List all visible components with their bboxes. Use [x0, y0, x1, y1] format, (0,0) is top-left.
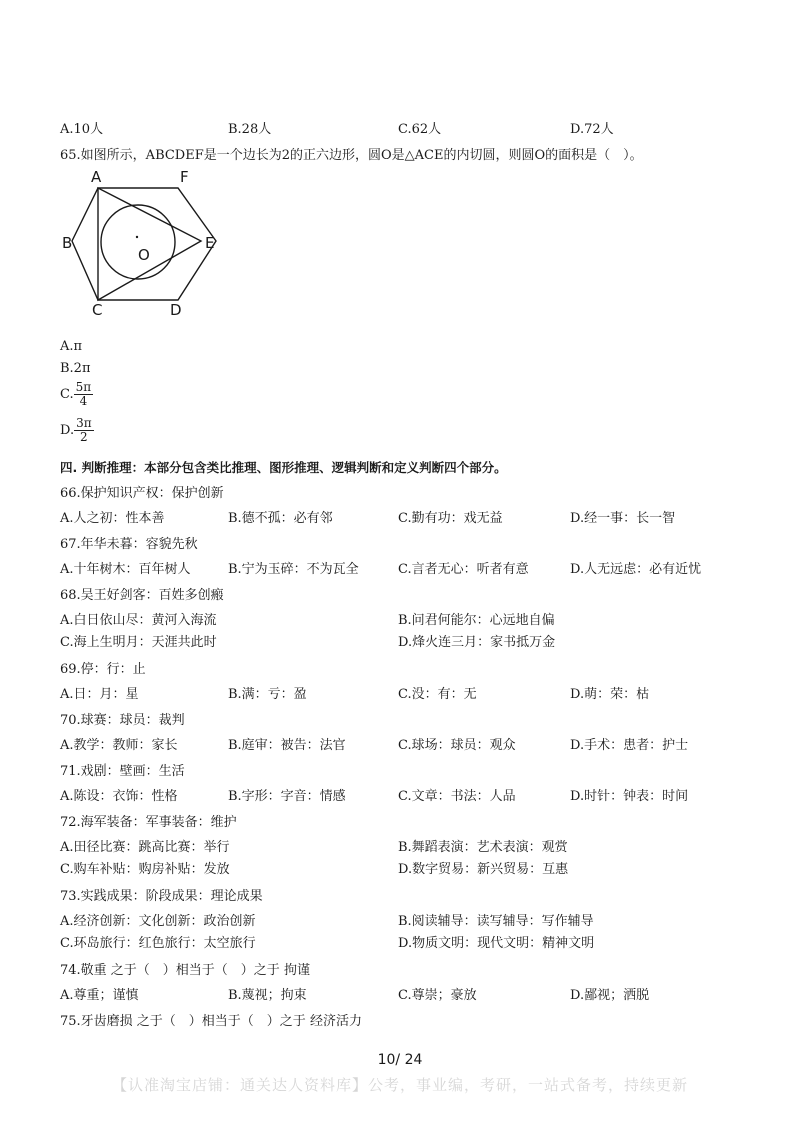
- question-stem: 67.年华未暮：容貌先秋: [60, 537, 198, 552]
- question-options: [0, 859, 800, 881]
- question-options: [0, 632, 800, 654]
- option-d: D.数字贸易：新兴贸易：互惠: [398, 862, 569, 877]
- question-stem: 74.敬重 之于（ ）相当于（ ）之于 拘谨: [60, 963, 310, 978]
- q65-option-a: A.π: [60, 339, 83, 354]
- q64-options: [0, 119, 800, 141]
- option-a: A.教学：教师：家长: [60, 738, 178, 753]
- option-a: A.经济创新：文化创新：政治创新: [60, 914, 256, 929]
- q64-option-d: D.72人: [570, 122, 614, 137]
- option-d: D.人无远虑：必有近忧: [570, 562, 702, 577]
- option-b: B.阅读辅导：读写辅导：写作辅导: [398, 914, 594, 929]
- option-d: D.鄙视；洒脱: [570, 988, 650, 1003]
- option-b: B.宁为玉碎：不为瓦全: [228, 562, 359, 577]
- option-d: D.手术：患者：护士: [570, 738, 689, 753]
- triangle-ace: [98, 188, 201, 300]
- question-options: [0, 933, 800, 955]
- question-options: [0, 735, 800, 757]
- section-4-title: 四. 判断推理：本部分包含类比推理、图形推理、逻辑判断和定义判断四个部分。: [60, 460, 507, 475]
- option-c: C.勤有功：戏无益: [398, 511, 503, 526]
- question-options: [0, 508, 800, 530]
- question-row: [0, 1011, 800, 1033]
- option-c: C.海上生明月：天涯共此时: [60, 635, 217, 650]
- option-d: D.时针：钟表：时间: [570, 789, 689, 804]
- q65-option-c-numerator: 5π: [75, 380, 92, 394]
- question-options: [0, 559, 800, 581]
- label-b: B: [62, 234, 73, 252]
- q65-option-d-denominator: 2: [80, 430, 88, 444]
- option-d: D.经一事：长一智: [570, 511, 676, 526]
- option-c: C.环岛旅行：红色旅行：太空旅行: [60, 936, 256, 951]
- option-d: D.物质文明：现代文明：精神文明: [398, 936, 595, 951]
- question-row: [0, 659, 800, 681]
- option-b: B.满：亏：盈: [228, 687, 307, 702]
- q65-stem-row: [0, 145, 800, 167]
- q65-option-d: [60, 417, 94, 444]
- question-row: [0, 710, 800, 732]
- watermark: 【认准淘宝店铺：通关达人资料库】公考，事业编，考研，一站式备考，持续更新: [111, 1076, 688, 1094]
- q65-option-d-prefix: D.: [60, 423, 75, 438]
- question-options: [0, 684, 800, 706]
- option-b: B.庭审：被告：法官: [228, 738, 346, 753]
- option-c: C.言者无心：听者有意: [398, 562, 529, 577]
- option-a: A.田径比赛：跳高比赛：举行: [60, 840, 230, 855]
- option-a: A.白日依山尽：黄河入海流: [60, 613, 217, 628]
- question-stem: 73.实践成果：阶段成果：理论成果: [60, 889, 263, 904]
- hexagon-figure: [60, 170, 230, 320]
- question-stem: 66.保护知识产权：保护创新: [60, 486, 224, 501]
- question-stem: 69.停：行：止: [60, 662, 146, 677]
- q64-option-a: A.10人: [60, 122, 104, 137]
- option-c: C.购车补贴：购房补贴：发放: [60, 862, 230, 877]
- option-c: C.尊崇；豪放: [398, 988, 477, 1003]
- option-c: C.没：有：无: [398, 687, 477, 702]
- question-stem: 70.球赛：球员：裁判: [60, 713, 185, 728]
- question-options: [0, 837, 800, 859]
- option-b: B.蔑视；拘束: [228, 988, 307, 1003]
- question-row: [0, 483, 800, 505]
- q65-option-c: [60, 381, 93, 408]
- option-a: A.陈设：衣饰：性格: [60, 789, 178, 804]
- q65-option-c-fraction: [74, 381, 94, 408]
- option-b: B.字形：字音：情感: [228, 789, 346, 804]
- question-row: [0, 534, 800, 556]
- q65-option-b: B.2π: [60, 361, 91, 376]
- question-options: [0, 786, 800, 808]
- incircle-o: [101, 205, 175, 279]
- question-row: [0, 960, 800, 982]
- option-d: D.萌：荣：枯: [570, 687, 650, 702]
- option-b: B.德不孤：必有邻: [228, 511, 333, 526]
- question-row: [0, 585, 800, 607]
- option-b: B.舞蹈表演：艺术表演：观赏: [398, 840, 568, 855]
- question-options: [0, 610, 800, 632]
- question-options: [0, 985, 800, 1007]
- question-stem: 75.牙齿磨损 之于（ ）相当于（ ）之于 经济活力: [60, 1014, 362, 1029]
- option-b: B.问君何能尔：心远地自偏: [398, 613, 555, 628]
- label-c: C: [92, 301, 103, 319]
- question-stem: 71.戏剧：壁画：生活: [60, 764, 185, 779]
- q64-option-b: B.28人: [228, 122, 272, 137]
- q65-option-d-fraction: [74, 417, 94, 444]
- q65-option-c-prefix: C.: [60, 387, 74, 402]
- label-f: F: [180, 170, 189, 186]
- label-e: E: [205, 234, 215, 252]
- option-c: C.球场：球员：观众: [398, 738, 516, 753]
- q64-option-c: C.62人: [398, 122, 442, 137]
- q65-option-d-numerator: 3π: [76, 416, 92, 430]
- option-d: D.烽火连三月：家书抵万金: [398, 635, 556, 650]
- question-row: [0, 886, 800, 908]
- q65-option-c-denominator: 4: [79, 394, 88, 408]
- question-row: [0, 761, 800, 783]
- label-a: A: [91, 170, 102, 186]
- option-a: A.尊重；谨慎: [60, 988, 139, 1003]
- page-number: 10/ 24: [377, 1052, 423, 1068]
- label-o: O: [138, 246, 150, 264]
- question-stem: 72.海军装备：军事装备：维护: [60, 815, 237, 830]
- option-a: A.十年树木：百年树人: [60, 562, 191, 577]
- q65-stem: 65.如图所示，ABCDEF是一个边长为2的正六边形，圆O是△ACE的内切圆，则圆O的面积是（ ）。: [60, 148, 643, 163]
- label-d: D: [170, 301, 182, 319]
- question-row: [0, 812, 800, 834]
- option-a: A.日：月：星: [60, 687, 139, 702]
- question-options: [0, 911, 800, 933]
- circle-center-dot: [136, 236, 138, 238]
- option-c: C.文章：书法：人品: [398, 789, 516, 804]
- question-stem: 68.吴王好剑客：百姓多创瘢: [60, 588, 224, 603]
- option-a: A.人之初：性本善: [60, 511, 165, 526]
- section-4-header: [0, 457, 800, 479]
